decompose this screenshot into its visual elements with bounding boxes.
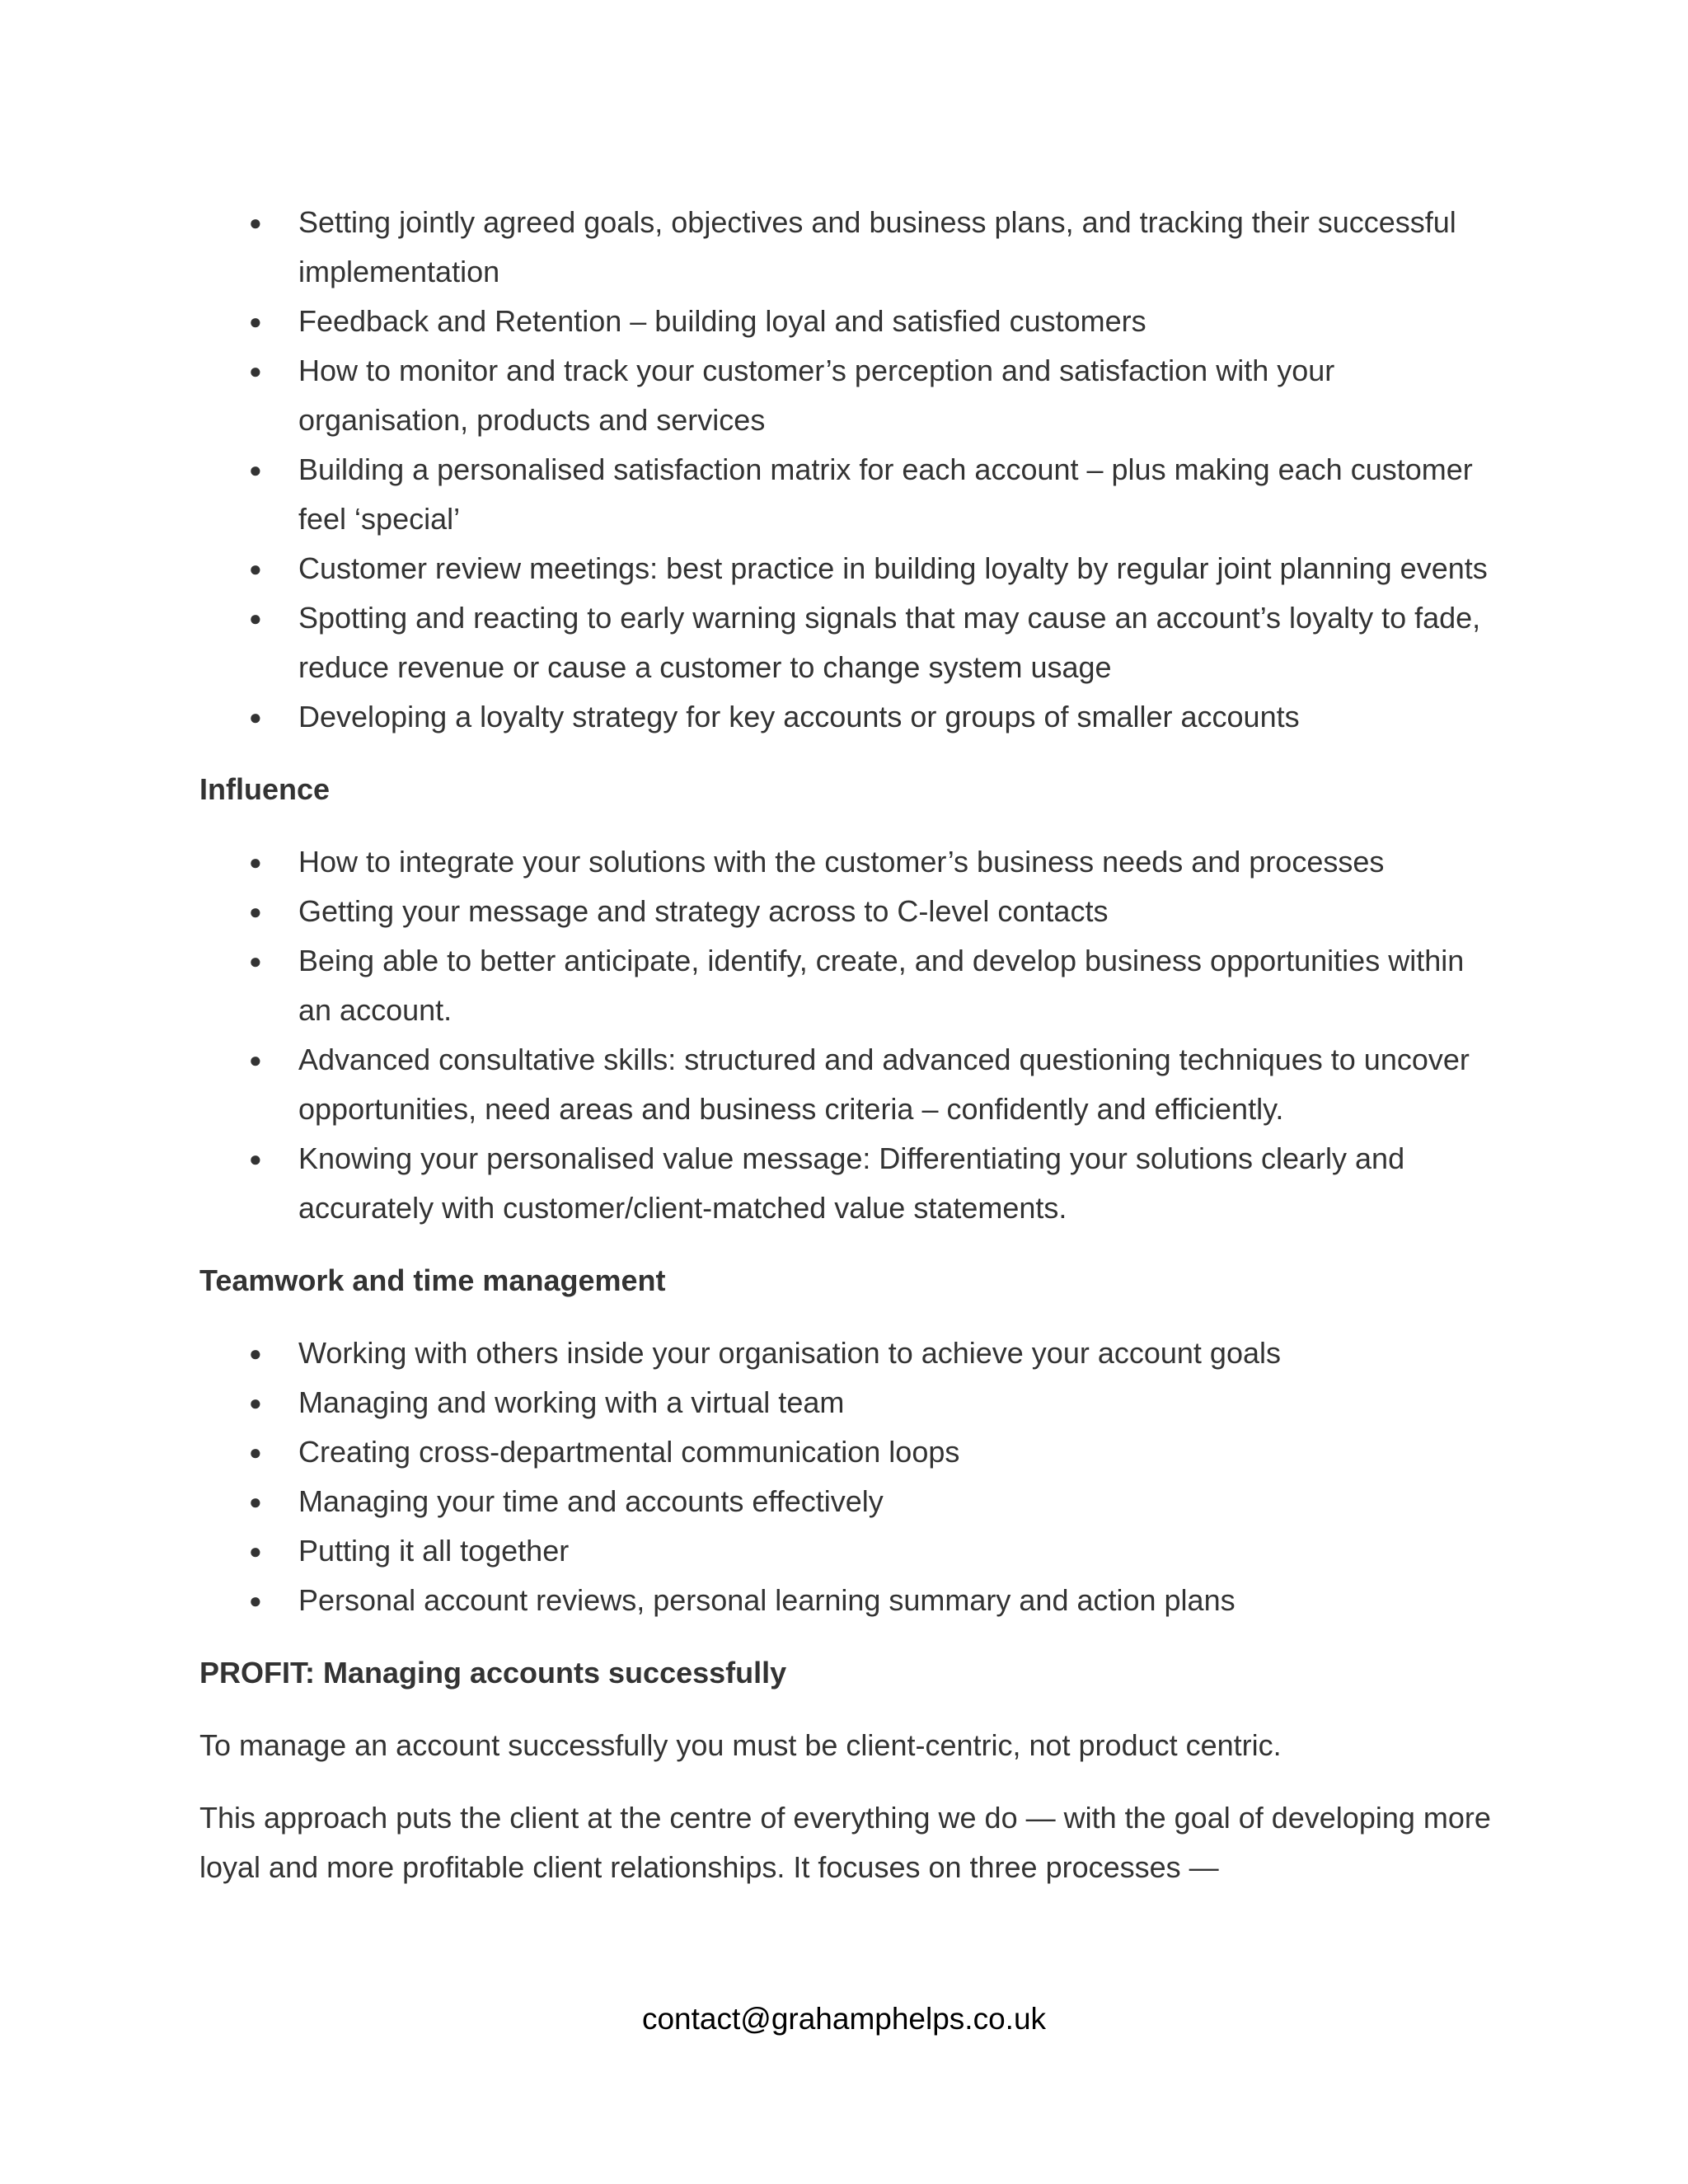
- bullet-icon: ●: [249, 606, 262, 630]
- list-item: [199, 1378, 1502, 1427]
- teamwork-bullet-list: [199, 1329, 1502, 1625]
- list-item-text: Getting your message and strategy across to C-level contacts: [298, 894, 1109, 928]
- list-item: [199, 1329, 1502, 1378]
- bullet-icon: ●: [249, 899, 262, 924]
- list-item: [199, 346, 1502, 445]
- bullet-icon: ●: [249, 309, 262, 334]
- list-item-text: Personal account reviews, personal learning summary and action plans: [298, 1583, 1236, 1617]
- section-heading-profit: PROFIT: Managing accounts successfully: [199, 1656, 787, 1690]
- list-item: [199, 1134, 1502, 1233]
- section-heading-influence: Influence: [199, 772, 331, 806]
- list-item-text: Putting it all together: [298, 1534, 570, 1568]
- bullet-icon: ●: [249, 1146, 262, 1171]
- bullet-icon: ●: [249, 1390, 262, 1415]
- list-item: [199, 198, 1502, 297]
- list-item: [199, 1035, 1502, 1134]
- body-paragraph: To manage an account successfully you must be client-centric, not product centric.: [199, 1728, 1282, 1762]
- list-item: [199, 1576, 1502, 1625]
- list-item: [199, 445, 1502, 544]
- bullet-icon: ●: [249, 359, 262, 383]
- loyalty-bullet-list: [199, 198, 1502, 742]
- bullet-icon: ●: [249, 705, 262, 729]
- document-body: [199, 198, 1502, 1892]
- bullet-icon: ●: [249, 1341, 262, 1366]
- list-item-text: Being able to better anticipate, identify, create, and develop business opportunities within an account.: [298, 944, 1465, 1027]
- list-item-text: How to integrate your solutions with the customer’s business needs and processes: [298, 845, 1385, 879]
- bullet-icon: ●: [249, 850, 262, 874]
- list-item: [199, 1526, 1502, 1576]
- list-item: [199, 297, 1502, 346]
- list-item: [199, 544, 1502, 593]
- list-item: [199, 593, 1502, 692]
- list-item-text: Managing and working with a virtual team: [298, 1385, 845, 1419]
- list-item-text: Working with others inside your organisation to achieve your account goals: [298, 1336, 1281, 1370]
- footer-contact-email: contact@grahamphelps.co.uk: [641, 2002, 1047, 2036]
- list-item-text: Developing a loyalty strategy for key accounts or groups of smaller accounts: [298, 700, 1300, 733]
- list-item: [199, 837, 1502, 887]
- list-item-text: Knowing your personalised value message: Differentiating your solutions clearly and accurately with customer/client-matched value statements.: [298, 1141, 1405, 1225]
- body-paragraph: This approach puts the client at the centre of everything we do — with the goal of developing more loyal and more profitable client relationships. It focuses on three processes —: [199, 1801, 1491, 1884]
- list-item: [199, 1427, 1502, 1477]
- list-item: [199, 692, 1502, 742]
- list-item-text: Creating cross-departmental communication loops: [298, 1435, 960, 1469]
- section-heading-teamwork: Teamwork and time management: [199, 1263, 666, 1297]
- list-item-text: Spotting and reacting to early warning signals that may cause an account’s loyalty to fade, reduce revenue or cause a customer to change system usage: [298, 601, 1481, 684]
- bullet-icon: ●: [249, 949, 262, 973]
- bullet-icon: ●: [249, 457, 262, 482]
- list-item: [199, 1477, 1502, 1526]
- bullet-icon: ●: [249, 1489, 262, 1514]
- list-item-text: Advanced consultative skills: structured and advanced questioning techniques to uncover opportunities, need areas and business criteria – confidently and efficiently.: [298, 1043, 1470, 1126]
- bullet-icon: ●: [249, 1440, 262, 1465]
- bullet-icon: ●: [249, 1539, 262, 1563]
- bullet-icon: ●: [249, 1047, 262, 1072]
- list-item-text: How to monitor and track your customer’s perception and satisfaction with your organisation, products and services: [298, 354, 1335, 437]
- list-item-text: Setting jointly agreed goals, objectives and business plans, and tracking their successful implementation: [298, 205, 1456, 288]
- bullet-icon: ●: [249, 1588, 262, 1613]
- list-item-text: Managing your time and accounts effectively: [298, 1484, 884, 1518]
- list-item: [199, 887, 1502, 936]
- list-item: [199, 936, 1502, 1035]
- list-item-text: Building a personalised satisfaction matrix for each account – plus making each customer feel ‘special’: [298, 452, 1473, 536]
- bullet-icon: ●: [249, 556, 262, 581]
- list-item-text: Feedback and Retention – building loyal and satisfied customers: [298, 304, 1146, 338]
- bullet-icon: ●: [249, 210, 262, 235]
- influence-bullet-list: [199, 837, 1502, 1233]
- list-item-text: Customer review meetings: best practice in building loyalty by regular joint planning events: [298, 551, 1488, 585]
